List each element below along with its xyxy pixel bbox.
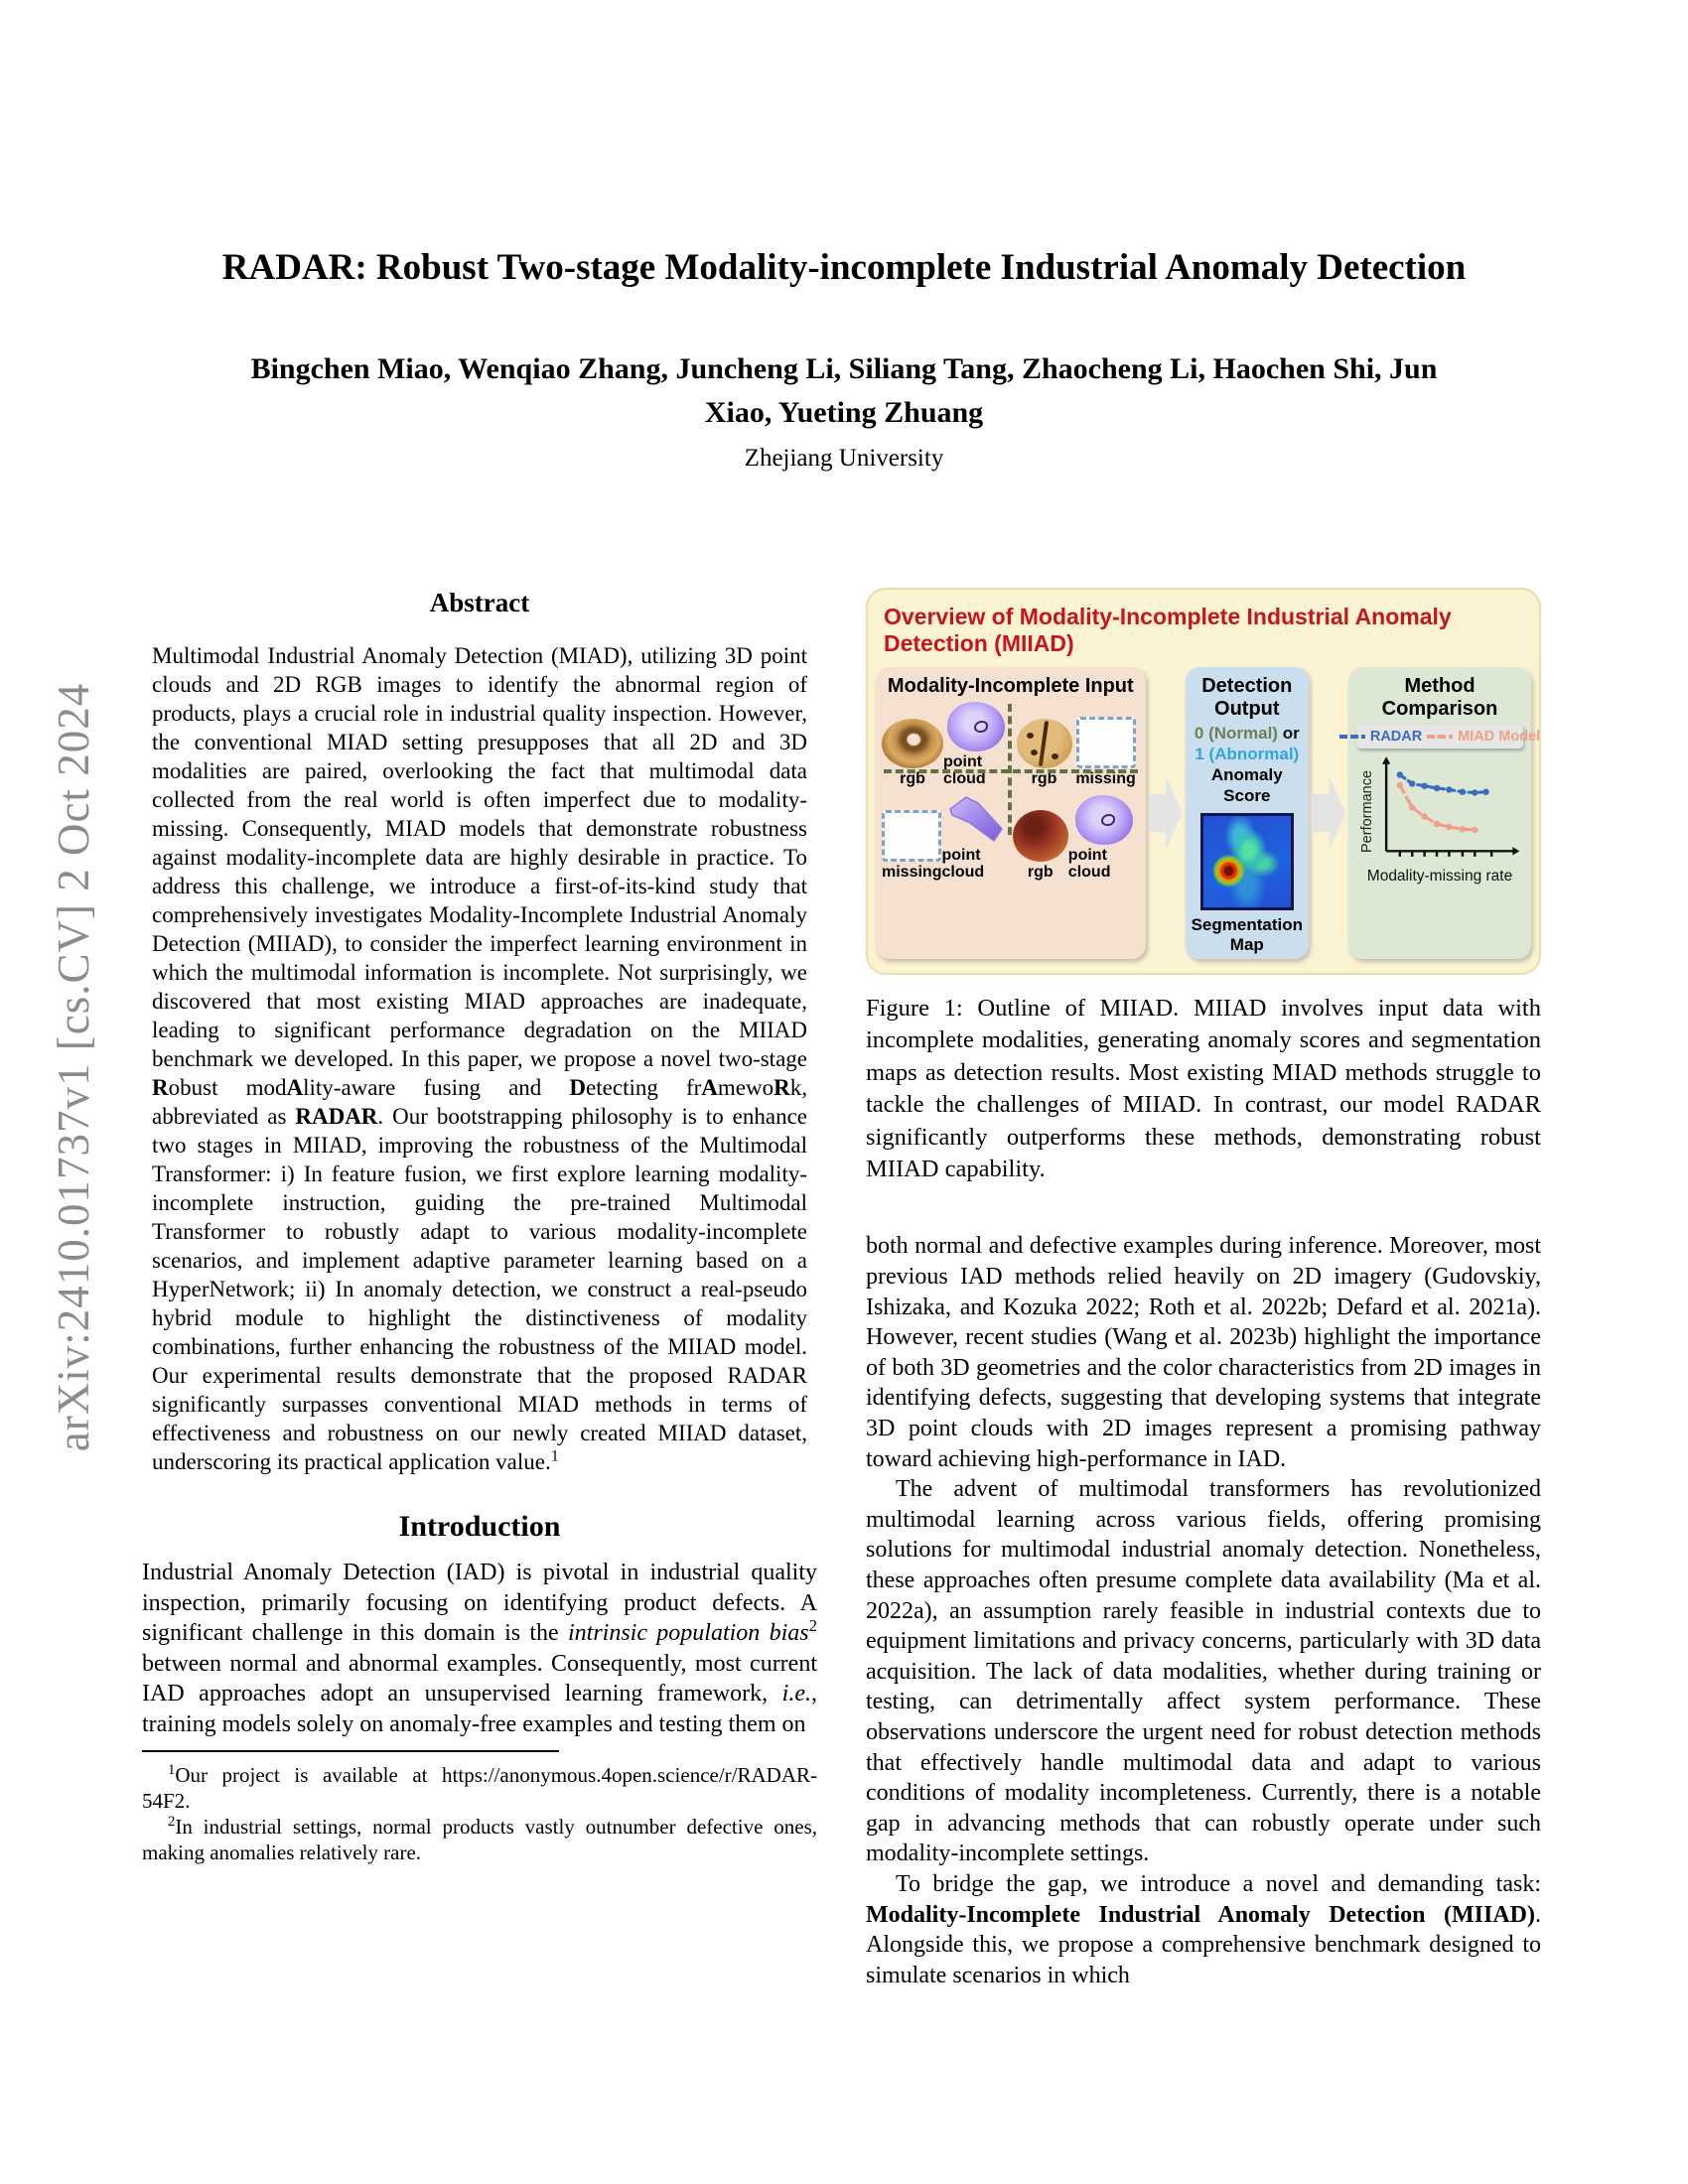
segmentation-heatmap-image xyxy=(1200,813,1294,910)
abnormal-score-label: 1 (Abnormal) xyxy=(1195,745,1300,763)
text-segment: R xyxy=(774,1075,790,1100)
legend-miad-label: MIAD Model xyxy=(1458,729,1541,745)
arxiv-banner: arXiv:2410.01737v1 [cs.CV] 2 Oct 2024 xyxy=(49,682,98,1452)
y-axis-label: Performance xyxy=(1359,769,1375,853)
text-segment: In industrial settings, normal products vastly outnumber defective ones, making anomalies relatively rare. xyxy=(142,1814,817,1864)
peach-rgb-image xyxy=(1013,810,1068,862)
anomaly-mark-icon xyxy=(974,721,988,733)
figure-overview-title: Overview of Modality-Incomplete Industrial Anomaly Detection (MIIAD) xyxy=(884,604,1452,656)
modality-label: rgb xyxy=(1031,770,1057,787)
input-item xyxy=(943,702,1009,787)
author-list xyxy=(0,347,1688,435)
body-paragraph-1: both normal and defective examples during inference. Moreover, most previous IAD methods relied heavily on 2D imagery (Gudovskiy, Ishizaka, and Kozuka 2022; Roth et al. 2022b; Defard et al. 2021a). However, recent studies (Wang et al. 2023b) highlight the importance of both 3D geometries and the color characteristics from 2D images in identifying defects, suggesting that developing systems that integrate 3D point clouds with 2D images represent a promising pathway toward achieving high-performance in IAD. xyxy=(866,1233,1541,1472)
miad-line-sample-icon xyxy=(1427,735,1453,739)
text-segment: . xyxy=(185,1788,191,1813)
input-quadrant xyxy=(1011,791,1142,885)
bagel-rgb-image xyxy=(882,719,943,768)
modality-label: point cloud xyxy=(943,753,986,787)
introduction-heading: Introduction xyxy=(398,1510,561,1543)
text-segment: 2 xyxy=(808,1616,817,1636)
modality-label: missing xyxy=(1075,770,1136,787)
horizontal-dashed-divider xyxy=(884,769,1138,773)
input-item xyxy=(1075,717,1135,787)
figure-1-caption: Figure 1: Outline of MIIAD. MIIAD involves input data with incomplete modalities, generating anomaly scores and segmentation maps as detection results. Most existing MIAD methods struggle to tackle the challenges of MIIAD. In contrast, our model RADAR significantly outperforms these methods, demonstrating robust MIIAD capability. xyxy=(866,995,1541,1183)
text-segment: D xyxy=(569,1075,587,1100)
text-segment: 1 xyxy=(550,1447,559,1465)
chip-dot xyxy=(1052,753,1058,759)
footnote-rule xyxy=(142,1750,559,1752)
modality-label: point cloud xyxy=(941,847,985,881)
chip-dot xyxy=(1027,733,1034,739)
text-segment: . Alongside this, we propose a comprehensive benchmark designed to simulate scenarios in which xyxy=(866,1901,1541,1988)
crack-mark xyxy=(1039,721,1049,766)
modality-incomplete-input-panel xyxy=(876,667,1146,959)
abstract-text xyxy=(142,641,817,1476)
missing-modality-placeholder xyxy=(1076,717,1136,768)
body-paragraph-2: The advent of multimodal transformers has revolutionized multimodal learning across various fields, offering promising solutions for multimodal industrial anomaly detection. Nonetheless, these approaches often presume complete data availability (Ma et al. 2022a), an assumption rarely feasible in industrial contexts due to equipment limitations and privacy concerns, particularly with 3D data acquisition. The lack of data modalities, whether during training or testing, can detrimentally affect system performance. These observations underscore the urgent need for robust detection methods that effectively handle multimodal data and adapt to various conditions of modality incompleteness. Currently, there is a notable gap in advancing methods that can robustly operate under such modality-incomplete settings. xyxy=(866,1476,1541,1867)
modality-label: rgb xyxy=(1027,864,1054,881)
text-segment: k, abbreviated as xyxy=(152,1075,808,1129)
segmentation-map-label: Segmentation Map xyxy=(1191,915,1303,954)
point-cloud-image xyxy=(947,702,1005,751)
text-segment: , training models solely on anomaly-free examples and testing them on xyxy=(142,1681,817,1737)
point-cloud-image xyxy=(1075,795,1133,845)
input-item xyxy=(882,719,943,787)
input-item xyxy=(1017,719,1072,787)
page-title: RADAR: Robust Two-stage Modality-incomplete Industrial Anomaly Detection xyxy=(221,247,1467,288)
or-label: or xyxy=(1277,724,1300,743)
text-segment: etecting fr xyxy=(586,1075,702,1100)
affiliation: Zhejiang University xyxy=(744,445,944,472)
modality-label: point cloud xyxy=(1067,847,1111,881)
project-link[interactable]: https://anonymous.4open.science/r/RADAR-54F2 xyxy=(142,1762,817,1813)
text-segment: mewo xyxy=(717,1075,774,1100)
right-column xyxy=(866,588,1541,1990)
text-segment: Multimodal Industrial Anomaly Detection (MIAD), utilizing 3D point clouds and 2D RGB images to identify the abnormal region of products, plays a crucial role in industrial quality inspection. However, the conventional MIAD setting presupposes that all 2D and 3D modalities are paired, overlooking the fact that multimodal data collected from the real world is often imperfect due to modality-missing. Consequently, MIAD models that demonstrate robustness against modality-incomplete data are highly desirable in practice. To address this challenge, we introduce a first-of-its-kind study that comprehensively investigates Modality-Incomplete Industrial Anomaly Detection (MIIAD), to consider the imperfect learning environment in which the multimodal information is incomplete. Not surprisingly, we discovered that most existing MIAD approaches are inadequate, leading to significant performance degradation on the MIIAD benchmark we developed. In this paper, we propose a novel two-stage xyxy=(152,643,807,1071)
figure-panels-row xyxy=(876,667,1541,959)
text-segment: Our project is available at xyxy=(175,1762,443,1787)
modality-label: missing xyxy=(882,864,942,881)
anomaly-mark-icon xyxy=(1101,814,1115,826)
input-panel-title: Modality-Incomplete Input xyxy=(887,675,1134,697)
text-segment: lity-aware fusing and xyxy=(303,1075,570,1100)
left-column xyxy=(142,588,817,1865)
text-segment: RADAR xyxy=(295,1104,378,1129)
footnotes xyxy=(142,1750,817,1865)
method-comparison-panel xyxy=(1348,667,1541,959)
radar-line-sample-icon xyxy=(1339,735,1365,739)
text-segment: A xyxy=(286,1075,304,1100)
input-item xyxy=(882,810,941,881)
text-segment: . Our bootstrapping philosophy is to enhance two stages in MIIAD, improving the robustness of the Multimodal Transformer: i) In feature fusion, we first explore learning modality-incomplete instruction, guiding the pre-trained Multimodal Transformer to robustly adapt to various modality-incomplete scenarios, and implement adaptive parameter learning based on a HyperNetwork; ii) In anomaly detection, we construct a real-pseudo hybrid module to highlight the distinctiveness of modality combinations, further enhancing the robustness of the MIIAD model. Our experimental results demonstrate that the proposed RADAR significantly surpasses conventional MIAD methods in terms of effectiveness and robustness on our newly created MIIAD dataset, underscoring its practical application value. xyxy=(152,1104,807,1474)
introduction-paragraph xyxy=(142,1558,817,1740)
input-item xyxy=(1013,810,1068,881)
text-segment: 1 xyxy=(168,1761,176,1778)
comparison-panel-title: Method Comparison xyxy=(1381,675,1498,720)
normal-score-label: 0 (Normal) xyxy=(1194,724,1278,743)
detection-output-panel xyxy=(1186,667,1309,959)
text-segment: between normal and abnormal examples. Consequently, most current IAD approaches adopt an unsupervised learning framework, xyxy=(142,1650,817,1707)
text-segment: To bridge the gap, we introduce a novel and demanding task: xyxy=(896,1870,1541,1897)
chart-legend xyxy=(1356,725,1541,749)
text-segment: A xyxy=(701,1075,718,1100)
anomaly-score-label: Anomaly Score xyxy=(1210,765,1283,805)
flow-arrow-icon xyxy=(1312,776,1345,850)
input-quadrant xyxy=(880,700,1011,791)
text-segment: obust mod xyxy=(168,1075,287,1100)
knife-point-cloud-image xyxy=(944,793,1006,845)
text-segment: i.e. xyxy=(781,1681,811,1707)
x-axis-label: Modality-missing rate xyxy=(1366,868,1513,885)
abstract-heading: Abstract xyxy=(429,588,530,617)
input-item xyxy=(1068,795,1140,881)
input-quadrant xyxy=(1011,700,1142,791)
text-segment: Modality-Incomplete Industrial Anomaly Detection (MIIAD) xyxy=(866,1901,1535,1928)
chip-dot xyxy=(1031,750,1038,755)
body-paragraph-3 xyxy=(866,1869,1541,1990)
footnote-2 xyxy=(142,1814,817,1865)
text-segment: 2 xyxy=(168,1813,176,1830)
footnote-1 xyxy=(142,1762,817,1814)
author-line-2: Xiao, Yueting Zhuang xyxy=(704,396,984,429)
text-segment: R xyxy=(152,1075,169,1100)
input-item xyxy=(941,793,1008,881)
comparison-chart xyxy=(1354,752,1525,870)
cookie-rgb-image xyxy=(1017,719,1072,768)
input-grid xyxy=(880,700,1142,881)
performance-vs-missing-rate-plot xyxy=(1375,752,1520,870)
text-segment: intrinsic population bias xyxy=(568,1620,809,1647)
legend-radar-label: RADAR xyxy=(1369,729,1423,745)
figure-1 xyxy=(866,588,1541,975)
output-panel-title: Detection Output xyxy=(1201,675,1293,720)
author-line-1: Bingchen Miao, Wenqiao Zhang, Juncheng Li, Siliang Tang, Zhaocheng Li, Haochen Shi, Jun xyxy=(250,352,1438,385)
missing-modality-placeholder xyxy=(882,810,941,862)
modality-label: rgb xyxy=(900,770,925,787)
flow-arrow-icon xyxy=(1149,776,1183,850)
input-quadrant xyxy=(880,791,1011,885)
text-segment: Industrial Anomaly Detection (IAD) is pivotal in industrial quality inspection, primarily focusing on identifying product defects. A significant challenge in this domain is the xyxy=(142,1560,817,1647)
